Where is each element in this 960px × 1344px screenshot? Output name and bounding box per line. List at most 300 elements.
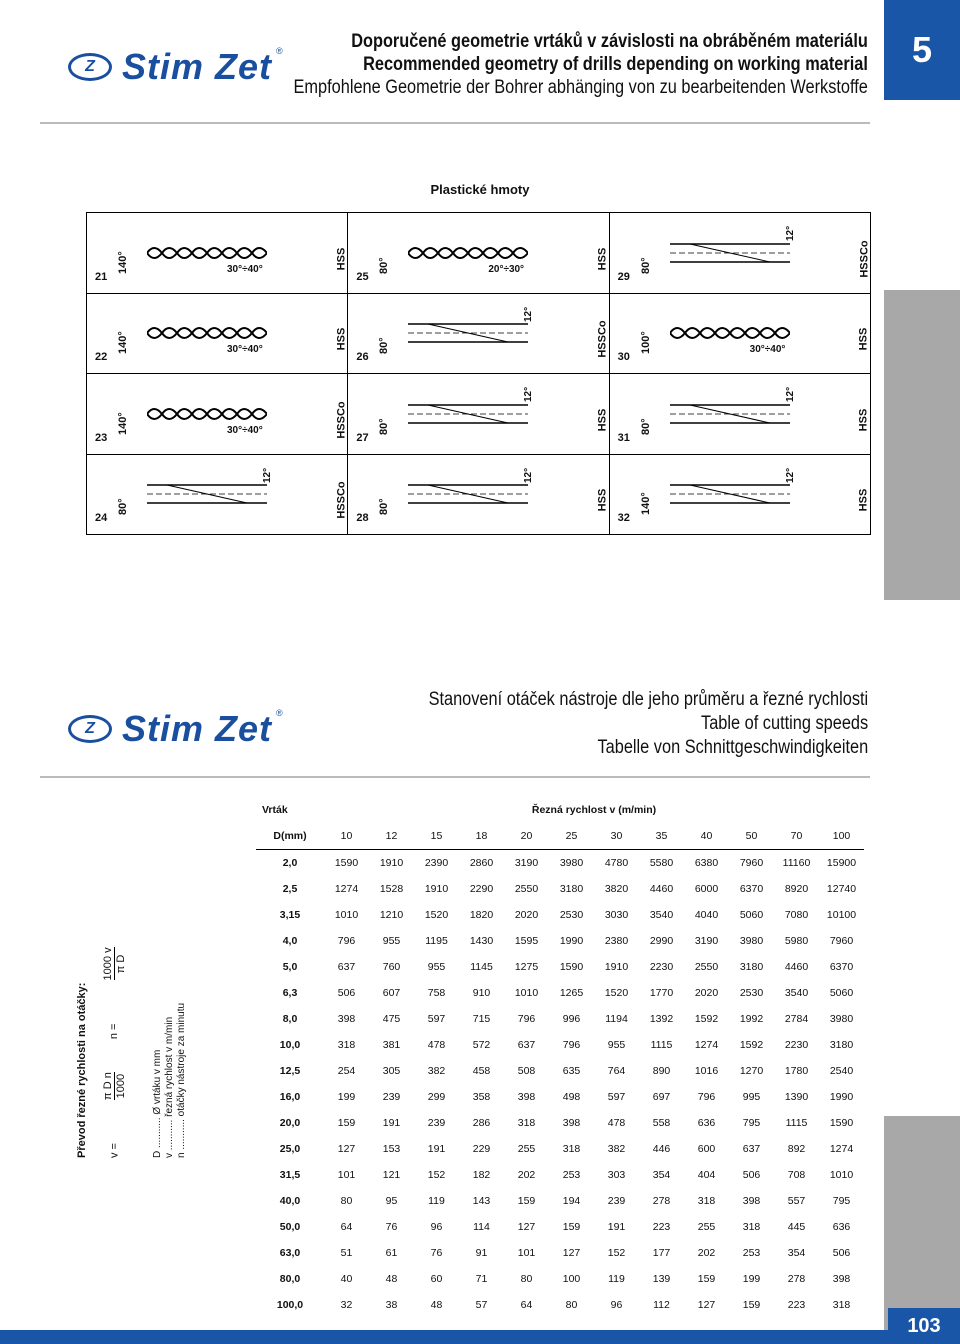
- rpm-cell: 446: [652, 1143, 671, 1155]
- rpm-cell: 152: [427, 1169, 446, 1181]
- speeds-title-en: Table of cutting speeds: [700, 713, 868, 734]
- rpm-cell: 318: [697, 1195, 716, 1207]
- speed-header: 70: [774, 823, 819, 850]
- rpm-cell: 7080: [784, 909, 809, 921]
- table-row: [256, 1188, 864, 1214]
- rpm-cell: 80: [565, 1299, 578, 1311]
- rpm-cell: 194: [562, 1195, 581, 1207]
- rpm-cell: 2230: [649, 961, 674, 973]
- rpm-cell: 764: [607, 1065, 626, 1077]
- material-label: HSSCo: [857, 240, 870, 278]
- formula-title: Převod řezné rychlosti na otáčky:: [76, 982, 88, 1158]
- rpm-cell: 2990: [649, 935, 674, 947]
- rpm-cell: 1010: [334, 909, 359, 921]
- logo-emblem-icon: Z: [68, 53, 112, 81]
- rpm-cell: 1270: [739, 1065, 764, 1077]
- speeds-title-cz: Stanovení otáček nástroje dle jeho průměru a řezné rychlosti: [428, 689, 868, 710]
- material-label: HSS: [596, 247, 609, 271]
- helix-angle: 12°: [262, 467, 273, 483]
- rpm-cell: 715: [472, 1013, 491, 1025]
- point-angle: 140°: [117, 331, 129, 354]
- rpm-cell: 4780: [604, 857, 629, 869]
- rpm-cell: 278: [652, 1195, 671, 1207]
- rpm-cell: 1820: [469, 909, 494, 921]
- rpm-cell: 381: [382, 1039, 401, 1051]
- rpm-cell: 1590: [829, 1117, 854, 1129]
- rpm-cell: 96: [430, 1221, 443, 1233]
- group-label: Řezná rychlost v (m/min): [531, 804, 657, 816]
- rpm-cell: 159: [562, 1221, 581, 1233]
- rpm-cell: 506: [337, 987, 356, 999]
- rpm-cell: 3190: [514, 857, 539, 869]
- rpm-cell: 2380: [604, 935, 629, 947]
- table-row: [256, 1292, 864, 1318]
- rpm-cell: 890: [652, 1065, 671, 1077]
- rpm-cell: 255: [517, 1143, 536, 1155]
- drill-number: 28: [356, 512, 369, 524]
- rpm-cell: 3980: [739, 935, 764, 947]
- drill-cell: [348, 455, 609, 536]
- rpm-cell: 1910: [604, 961, 629, 973]
- drill-number: 31: [617, 431, 630, 444]
- point-angle: 80°: [117, 498, 129, 515]
- legend-d: D ........... Ø vrtáku v mm: [152, 1049, 163, 1158]
- rpm-cell: 2020: [694, 987, 719, 999]
- drill-number: 26: [356, 351, 369, 363]
- rpm-cell: 239: [382, 1091, 401, 1103]
- rpm-cell: 159: [697, 1273, 716, 1285]
- rpm-cell: 445: [787, 1221, 806, 1233]
- logo-emblem-icon: Z: [68, 715, 112, 743]
- drill-drawing-icon: [670, 479, 790, 509]
- rpm-cell: 40: [340, 1273, 353, 1285]
- rpm-cell: 2540: [829, 1065, 854, 1077]
- col-label-vrtak: Vrták: [262, 804, 288, 816]
- rpm-cell: 229: [472, 1143, 491, 1155]
- rpm-cell: 1115: [785, 1117, 808, 1129]
- rpm-cell: 101: [337, 1169, 356, 1181]
- speed-header: 20: [504, 823, 549, 850]
- rpm-cell: 796: [337, 935, 356, 947]
- formula-n-num: 1000 v: [102, 947, 114, 981]
- section-label: Plastické hmoty: [430, 182, 530, 197]
- rpm-cell: 5580: [649, 857, 674, 869]
- material-label: HSSCo: [335, 401, 348, 439]
- logo-text: Stim Zet: [122, 708, 273, 749]
- rpm-cell: 8920: [784, 883, 809, 895]
- rpm-cell: 1780: [784, 1065, 809, 1077]
- logo-text: Stim Zet: [122, 46, 273, 87]
- speeds-title: [428, 688, 868, 760]
- drill-number: 29: [617, 270, 630, 283]
- diameter-cell: 31,5: [279, 1169, 301, 1181]
- rpm-cell: 254: [337, 1065, 356, 1077]
- rpm-cell: 506: [742, 1169, 761, 1181]
- drill-cell: [348, 213, 609, 294]
- material-label: HSS: [335, 327, 348, 351]
- rpm-cell: 71: [475, 1273, 488, 1285]
- rpm-cell: 795: [742, 1117, 761, 1129]
- rpm-cell: 3190: [694, 935, 719, 947]
- rpm-cell: 64: [520, 1299, 533, 1311]
- drill-cell: [87, 294, 348, 375]
- drill-cell: [348, 374, 609, 455]
- rpm-cell: 1390: [784, 1091, 809, 1103]
- stimzet-logo-bottom: [68, 708, 283, 750]
- rpm-cell: 955: [607, 1039, 626, 1051]
- rpm-cell: 5980: [784, 935, 809, 947]
- table-row: [256, 1058, 864, 1084]
- rpm-cell: 1990: [559, 935, 584, 947]
- rpm-cell: 760: [382, 961, 401, 973]
- rpm-cell: 32: [340, 1299, 353, 1311]
- helix-angle: 12°: [784, 225, 796, 241]
- rpm-cell: 1770: [649, 987, 674, 999]
- formula-v-num: π D n: [102, 1072, 114, 1100]
- speed-header: 40: [684, 823, 729, 850]
- table-row: [256, 954, 864, 980]
- rpm-cell: 572: [472, 1039, 491, 1051]
- rpm-cell: 48: [385, 1273, 398, 1285]
- rpm-cell: 1910: [424, 883, 449, 895]
- drill-drawing-icon: [670, 238, 790, 268]
- rpm-cell: 1274: [694, 1039, 719, 1051]
- helix-angle: 30°÷40°: [227, 424, 263, 436]
- speed-header: 12: [369, 823, 414, 850]
- rpm-cell: 159: [517, 1195, 536, 1207]
- rpm-cell: 199: [742, 1273, 761, 1285]
- rpm-cell: 398: [832, 1273, 851, 1285]
- drill-number: 32: [617, 512, 630, 524]
- speed-header: 50: [729, 823, 774, 850]
- table-row: [256, 980, 864, 1006]
- rpm-cell: 1520: [424, 909, 449, 921]
- rpm-cell: 139: [652, 1273, 671, 1285]
- rpm-cell: 1010: [829, 1169, 854, 1181]
- rpm-cell: 1274: [829, 1143, 854, 1155]
- rpm-cell: 3820: [604, 883, 629, 895]
- rpm-cell: 354: [787, 1247, 806, 1259]
- rpm-cell: 796: [697, 1091, 716, 1103]
- rpm-cell: 159: [337, 1117, 356, 1129]
- rpm-cell: 382: [607, 1143, 626, 1155]
- diameter-cell: 20,0: [279, 1117, 301, 1129]
- table-row: [256, 1214, 864, 1240]
- table-row: [256, 1084, 864, 1110]
- rpm-cell: 2860: [469, 857, 494, 869]
- rpm-cell: 478: [607, 1117, 626, 1129]
- diameter-cell: 40,0: [279, 1195, 301, 1207]
- rpm-cell: 202: [697, 1247, 716, 1259]
- rpm-cell: 5060: [829, 987, 854, 999]
- rpm-cell: 318: [742, 1221, 761, 1233]
- table-row: [256, 1240, 864, 1266]
- rpm-cell: 91: [475, 1247, 488, 1259]
- rpm-cell: 48: [430, 1299, 443, 1311]
- rpm-cell: 1592: [694, 1013, 719, 1025]
- rpm-cell: 637: [742, 1143, 761, 1155]
- rpm-cell: 1910: [379, 857, 404, 869]
- table-row: [256, 1266, 864, 1292]
- rpm-cell: 127: [562, 1247, 581, 1259]
- rpm-cell: 127: [337, 1143, 356, 1155]
- rpm-cell: 796: [562, 1039, 581, 1051]
- rpm-cell: 637: [517, 1039, 536, 1051]
- rpm-cell: 15900: [826, 857, 857, 869]
- rpm-cell: 1210: [379, 909, 404, 921]
- drill-cell: [610, 374, 871, 455]
- point-angle: 100°: [639, 331, 652, 354]
- rpm-cell: 1592: [739, 1039, 764, 1051]
- rpm-cell: 38: [385, 1299, 398, 1311]
- drill-cell: [87, 213, 348, 294]
- rpm-cell: 1275: [514, 961, 539, 973]
- rpm-cell: 597: [607, 1091, 626, 1103]
- rpm-cell: 478: [427, 1039, 446, 1051]
- rpm-cell: 795: [832, 1195, 851, 1207]
- rpm-cell: 239: [427, 1117, 446, 1129]
- drill-cell: [87, 374, 348, 455]
- rpm-cell: 636: [697, 1117, 716, 1129]
- drill-cell: [610, 213, 871, 294]
- rpm-cell: 253: [742, 1247, 761, 1259]
- material-label: HSS: [857, 408, 870, 432]
- diameter-cell: 4,0: [282, 935, 298, 947]
- table-row: [256, 928, 864, 954]
- rpm-cell: 286: [472, 1117, 491, 1129]
- rpm-cell: 1016: [694, 1065, 719, 1077]
- header-divider: [40, 122, 870, 124]
- rpm-cell: 1392: [649, 1013, 674, 1025]
- rpm-cell: 996: [562, 1013, 581, 1025]
- rpm-cell: 6380: [694, 857, 719, 869]
- table-row: [256, 1032, 864, 1058]
- rpm-cell: 96: [610, 1299, 623, 1311]
- drill-number: 27: [356, 431, 369, 444]
- rpm-cell: 2550: [514, 883, 539, 895]
- table-row: [256, 850, 864, 877]
- rpm-cell: 6370: [739, 883, 764, 895]
- rpm-cell: 2390: [424, 857, 449, 869]
- rpm-cell: 1115: [650, 1039, 673, 1051]
- rpm-cell: 191: [607, 1221, 626, 1233]
- rpm-cell: 80: [340, 1195, 353, 1207]
- table-row: [256, 1136, 864, 1162]
- helix-angle: 30°÷40°: [227, 344, 263, 355]
- rpm-cell: 239: [607, 1195, 626, 1207]
- rpm-cell: 3540: [649, 909, 674, 921]
- diameter-cell: 10,0: [279, 1039, 301, 1051]
- rpm-cell: 299: [427, 1091, 446, 1103]
- formula-v-eq: v =: [108, 1143, 121, 1158]
- rpm-cell: 7960: [829, 935, 854, 947]
- helix-angle: 30°÷40°: [749, 344, 786, 355]
- rpm-cell: 558: [652, 1117, 671, 1129]
- title-cz: Doporučené geometrie vrtáků v závislosti na obráběném materiálu: [351, 31, 868, 52]
- rpm-cell: 2550: [694, 961, 719, 973]
- rpm-cell: 697: [652, 1091, 671, 1103]
- legend-v: v ........... řezná rychlost v m/min: [164, 1016, 175, 1158]
- rpm-cell: 708: [787, 1169, 806, 1181]
- rpm-cell: 2020: [514, 909, 539, 921]
- rpm-cell: 2784: [784, 1013, 809, 1025]
- page-title: [294, 30, 868, 99]
- rpm-cell: 4040: [694, 909, 719, 921]
- legend-n: n ........... otáčky nástroje za minutu: [176, 1002, 187, 1158]
- diameter-cell: 5,0: [282, 961, 298, 973]
- diameter-cell: 50,0: [279, 1221, 301, 1233]
- rpm-cell: 119: [428, 1195, 445, 1207]
- table-row: [256, 902, 864, 928]
- rpm-cell: 3980: [829, 1013, 854, 1025]
- rpm-cell: 101: [517, 1247, 536, 1259]
- rpm-cell: 358: [472, 1091, 491, 1103]
- rpm-cell: 159: [742, 1299, 761, 1311]
- speed-header: 30: [594, 823, 639, 850]
- formula-legend: [152, 1003, 188, 1158]
- rpm-cell: 61: [385, 1247, 398, 1259]
- material-label: HSS: [596, 488, 609, 512]
- rpm-cell: 1528: [379, 883, 404, 895]
- material-label: HSSCo: [335, 481, 348, 519]
- rpm-cell: 318: [337, 1039, 356, 1051]
- rpm-cell: 3180: [559, 883, 584, 895]
- rpm-cell: 2530: [559, 909, 584, 921]
- speed-header: 18: [459, 823, 504, 850]
- helix-angle: 12°: [523, 467, 535, 483]
- drill-number: 23: [95, 431, 108, 444]
- speeds-title-de: Tabelle von Schnittgeschwindigkeiten: [597, 737, 868, 758]
- diameter-cell: 8,0: [282, 1013, 298, 1025]
- rpm-cell: 3030: [604, 909, 629, 921]
- rpm-cell: 2530: [739, 987, 764, 999]
- rpm-cell: 223: [652, 1221, 671, 1233]
- diameter-cell: 16,0: [279, 1091, 301, 1103]
- rpm-cell: 398: [742, 1195, 761, 1207]
- formula-v: [102, 947, 127, 1158]
- drill-drawing-icon: [408, 479, 528, 509]
- rpm-cell: 3980: [559, 857, 584, 869]
- helix-angle: 12°: [523, 306, 535, 322]
- rpm-cell: 12740: [826, 883, 857, 895]
- helix-angle: 12°: [784, 467, 796, 483]
- point-angle: 80°: [639, 256, 652, 274]
- rpm-cell: 223: [787, 1299, 806, 1311]
- rpm-cell: 3540: [784, 987, 809, 999]
- footer-bar: [0, 1330, 960, 1344]
- rpm-cell: 100: [562, 1273, 581, 1285]
- rpm-cell: 404: [697, 1169, 716, 1181]
- rpm-cell: 910: [472, 987, 491, 999]
- rpm-cell: 597: [427, 1013, 446, 1025]
- page-number: 103: [888, 1308, 960, 1344]
- drill-number: 25: [356, 270, 369, 283]
- rpm-cell: 253: [562, 1169, 581, 1181]
- drill-cell: [610, 455, 871, 536]
- rpm-cell: 177: [652, 1247, 671, 1259]
- point-angle: 80°: [378, 337, 391, 354]
- rpm-cell: 127: [697, 1299, 716, 1311]
- rpm-cell: 955: [382, 935, 401, 947]
- rpm-cell: 398: [562, 1117, 581, 1129]
- helix-angle: 12°: [523, 386, 535, 402]
- point-angle: 80°: [378, 256, 391, 274]
- diameter-cell: 63,0: [279, 1247, 301, 1259]
- drill-cell: [348, 294, 609, 375]
- rpm-cell: 199: [337, 1091, 356, 1103]
- rpm-cell: 80: [520, 1273, 533, 1285]
- speeds-divider: [40, 776, 870, 778]
- rpm-cell: 10100: [826, 909, 857, 921]
- rpm-cell: 635: [562, 1065, 581, 1077]
- point-angle: 80°: [378, 498, 391, 515]
- rpm-cell: 636: [832, 1221, 851, 1233]
- title-de: Empfohlene Geometrie der Bohrer abhänging von zu bearbeitenden Werkstoffe: [293, 77, 868, 98]
- material-label: HSSCo: [596, 320, 609, 358]
- rpm-cell: 398: [517, 1091, 536, 1103]
- formula-v-den: 1000: [115, 1073, 127, 1099]
- rpm-cell: 382: [427, 1065, 446, 1077]
- rpm-cell: 76: [430, 1247, 443, 1259]
- rpm-cell: 121: [382, 1169, 401, 1181]
- rpm-cell: 796: [517, 1013, 536, 1025]
- material-label: HSS: [857, 327, 870, 351]
- rpm-cell: 506: [832, 1247, 851, 1259]
- table-group-header: [256, 797, 864, 823]
- diameter-cell: 2,0: [282, 857, 298, 869]
- rpm-cell: 57: [475, 1299, 488, 1311]
- rpm-cell: 1590: [334, 857, 359, 869]
- point-angle: 80°: [378, 417, 391, 435]
- rpm-cell: 398: [337, 1013, 356, 1025]
- rpm-cell: 76: [385, 1221, 398, 1233]
- rpm-cell: 1265: [559, 987, 584, 999]
- rpm-cell: 278: [787, 1273, 806, 1285]
- drill-number: 30: [617, 351, 630, 363]
- speed-header: 25: [549, 823, 594, 850]
- side-tab-top: [884, 290, 960, 600]
- rpm-cell: 64: [340, 1221, 353, 1233]
- rpm-cell: 202: [517, 1169, 536, 1181]
- rpm-cell: 318: [517, 1117, 536, 1129]
- title-en: Recommended geometry of drills depending on working material: [363, 54, 868, 75]
- rpm-cell: 143: [472, 1195, 491, 1207]
- rpm-cell: 458: [472, 1065, 491, 1077]
- rpm-cell: 955: [427, 961, 446, 973]
- rpm-cell: 1010: [514, 987, 539, 999]
- rpm-cell: 1520: [604, 987, 629, 999]
- speed-header: 35: [639, 823, 684, 850]
- rpm-cell: 1992: [739, 1013, 764, 1025]
- rpm-cell: 114: [473, 1221, 490, 1233]
- rpm-cell: 498: [562, 1091, 581, 1103]
- rpm-cell: 95: [385, 1195, 398, 1207]
- rpm-cell: 6000: [694, 883, 719, 895]
- stimzet-logo-top: [68, 46, 283, 88]
- rpm-cell: 152: [607, 1247, 626, 1259]
- rpm-cell: 1274: [334, 883, 359, 895]
- drill-number: 22: [95, 351, 108, 363]
- chapter-tab: 5: [884, 0, 960, 100]
- formula-n-eq: n =: [108, 1023, 121, 1040]
- helix-angle: 12°: [784, 386, 796, 402]
- drill-number: 24: [95, 512, 108, 524]
- table-header-row: [256, 823, 864, 850]
- point-angle: 140°: [117, 411, 129, 435]
- rpm-cell: 758: [427, 987, 446, 999]
- rpm-cell: 7960: [739, 857, 764, 869]
- rpm-cell: 112: [653, 1299, 670, 1311]
